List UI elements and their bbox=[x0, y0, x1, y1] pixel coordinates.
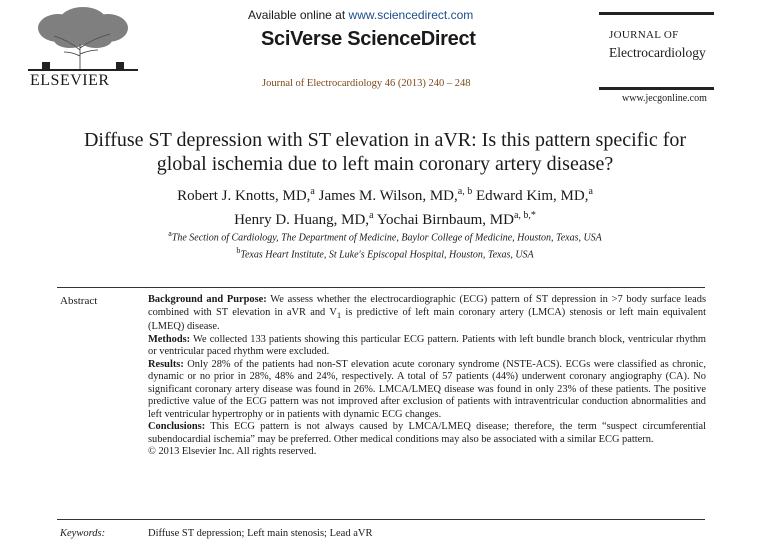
author-affiliation-mark: a bbox=[310, 186, 315, 197]
author-affiliation-mark: a bbox=[369, 210, 374, 221]
author-affiliation-mark: a, b bbox=[457, 186, 473, 197]
author-name: James M. Wilson, MD, bbox=[318, 188, 458, 204]
keywords-label: Keywords: bbox=[60, 528, 106, 539]
title-line: Diffuse ST depression with ST elevation in aVR: Is this pattern specific for bbox=[83, 129, 687, 151]
author-name: Edward Kim, MD, bbox=[475, 188, 589, 204]
abstract-top-divider bbox=[57, 287, 705, 288]
keywords-text: Diffuse ST depression; Left main stenosis; Lead aVR bbox=[148, 528, 373, 539]
author-list bbox=[40, 182, 730, 230]
journal-title-line2: Electrocardiology bbox=[609, 45, 706, 60]
title-line: global ischemia due to left main coronary artery disease? bbox=[156, 153, 614, 175]
availability-prefix: Available online at bbox=[248, 8, 349, 22]
affiliation-list bbox=[40, 227, 730, 262]
journal-title-line1: JOURNAL OF bbox=[609, 29, 679, 41]
abstract-label: Abstract bbox=[60, 295, 98, 307]
author-name: Yochai Birnbaum, MD bbox=[376, 212, 514, 228]
abstract-conclusions: Conclusions: This ECG pattern is not always caused by LMCA/LMEQ disease; therefore, the term “suspect circumferential subendocardial ischemia” may be preferred. Other medical conditions may also be associated with a similar ECG pattern. bbox=[148, 421, 706, 445]
abstract-results: Results: Only 28% of the patients had non-ST elevation acute coronary syndrome (NSTE-ACS). ECGs were classified as chronic, dynamic or no prior in 28%, 48% and 24%, respectively. A total of 57 patients (44%) underwent coronary angiography (CA). No significant coronary artery disease was found in 26%. LMCA/LMEQ disease was found in only 23% of these patients. The positive predictive value of the ECG pattern was not improved after exclusion of patients with intraventricular conduction abnormalities and left ventricular hypertrophy or in patients with dynamic ECG changes. bbox=[148, 358, 706, 420]
availability-line bbox=[248, 8, 473, 22]
author-affiliation-mark: a bbox=[588, 186, 593, 197]
copyright-line: © 2013 Elsevier Inc. All rights reserved. bbox=[148, 446, 317, 458]
sciencedirect-link[interactable]: www.sciencedirect.com bbox=[348, 8, 474, 22]
keywords-divider bbox=[57, 519, 705, 520]
affiliation: $^a$The Section of Cardiology, The Department of Medicine, Baylor College of Medicine, Houston, Texas, USA bbox=[168, 229, 602, 244]
author-name: Robert J. Knotts, MD, bbox=[177, 188, 311, 204]
journal-title-box bbox=[599, 12, 714, 90]
brand-name: SciVerse ScienceDirect bbox=[261, 28, 476, 50]
journal-reference: Journal of Electrocardiology 46 (2013) 240 – 248 bbox=[262, 78, 471, 89]
journal-url[interactable]: www.jecgonline.com bbox=[622, 93, 707, 104]
abstract-methods: Methods: We collected 133 patients showing this particular ECG pattern. Patients with left bundle branch block, ventricular rhythm or ventricular paced rhythm were excluded. bbox=[148, 333, 706, 358]
author-affiliation-mark: a, b,* bbox=[513, 210, 536, 221]
abstract-background: Background and Purpose: We assess whether the electrocardiographic (ECG) pattern of ST depression in >7 body surface leads combined with ST elevation in aVR and $V_1$ is predictive of left main coronary artery (LMCA) stenosis or left main equivalent (LMEQ) disease. bbox=[148, 294, 706, 333]
article-title bbox=[40, 128, 730, 176]
affiliation: $^b$Texas Heart Institute, St Luke's Episcopal Hospital, Houston, Texas, USA bbox=[236, 246, 534, 261]
journal-header bbox=[0, 0, 768, 110]
author-name: Henry D. Huang, MD, bbox=[234, 212, 370, 228]
abstract-body bbox=[148, 294, 706, 459]
publisher-name: ELSEVIER bbox=[30, 72, 110, 89]
